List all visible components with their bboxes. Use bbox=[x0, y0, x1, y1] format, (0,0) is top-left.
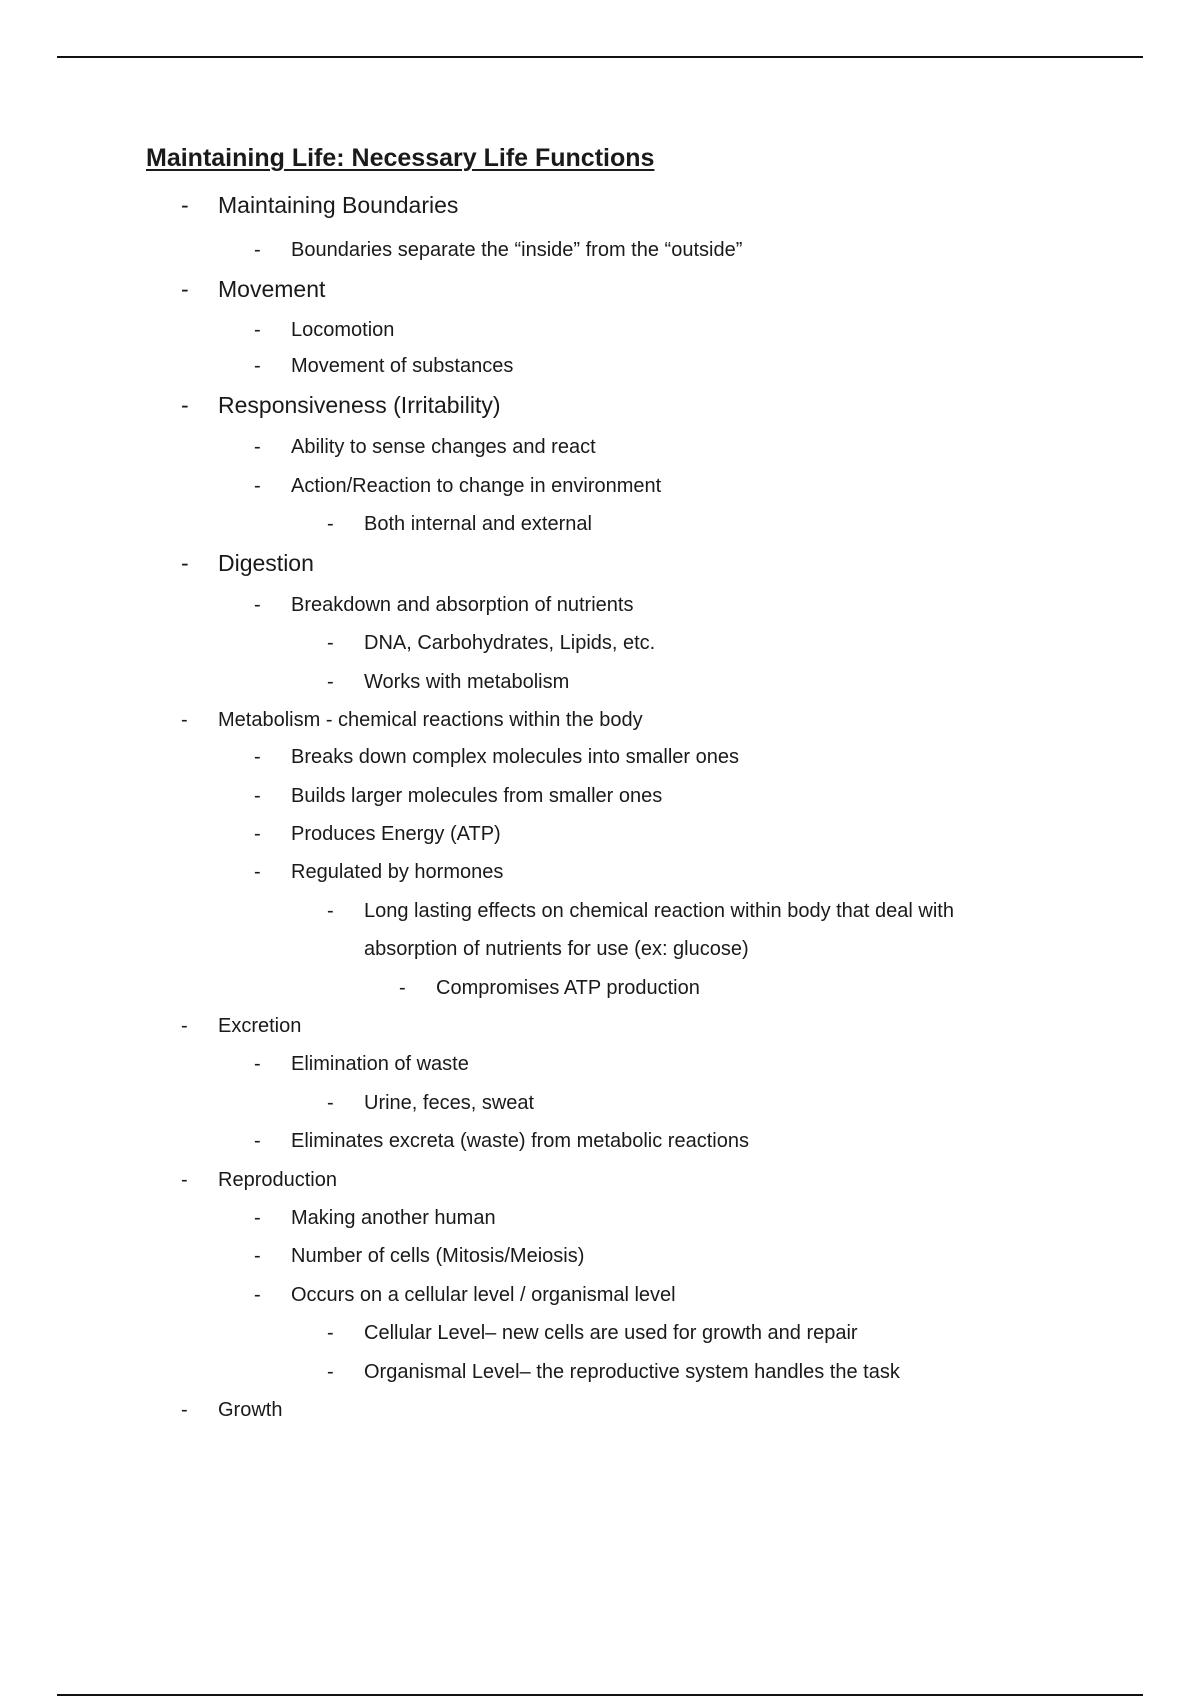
outline-item bbox=[254, 593, 634, 617]
outline-item bbox=[254, 1206, 496, 1230]
top-rule bbox=[57, 56, 1143, 58]
page-title: Maintaining Life: Necessary Life Functions bbox=[146, 144, 655, 172]
outline-text: Builds larger molecules from smaller ones bbox=[291, 785, 663, 807]
outline-text: Ability to sense changes and react bbox=[291, 436, 596, 458]
outline-item bbox=[327, 670, 570, 694]
outline-text: Metabolism - chemical reactions within the body bbox=[218, 709, 643, 731]
outline-text: Produces Energy (ATP) bbox=[291, 823, 501, 845]
bullet-dash: - bbox=[181, 392, 189, 418]
outline-text: Growth bbox=[218, 1399, 283, 1421]
outline-text: Breaks down complex molecules into smaller ones bbox=[291, 746, 739, 768]
outline-item bbox=[181, 1398, 283, 1422]
outline-item bbox=[181, 708, 643, 732]
bullet-dash: - bbox=[254, 1245, 261, 1267]
outline-item bbox=[399, 976, 700, 1000]
bullet-dash: - bbox=[254, 436, 261, 458]
outline-item bbox=[327, 1091, 535, 1115]
bullet-dash: - bbox=[327, 900, 334, 922]
bottom-rule bbox=[57, 1694, 1143, 1696]
outline-item bbox=[181, 1168, 337, 1192]
outline-text: Breakdown and absorption of nutrients bbox=[291, 594, 634, 616]
outline-text: Maintaining Boundaries bbox=[218, 192, 459, 218]
outline-item bbox=[327, 1321, 858, 1345]
bullet-dash: - bbox=[181, 276, 189, 302]
bullet-dash: - bbox=[327, 671, 334, 693]
bullet-dash: - bbox=[327, 513, 334, 535]
outline-text: Number of cells (Mitosis/Meiosis) bbox=[291, 1245, 585, 1267]
bullet-dash: - bbox=[254, 1053, 261, 1075]
outline-item bbox=[254, 474, 662, 498]
outline-item bbox=[254, 318, 395, 342]
outline-item bbox=[327, 512, 592, 536]
outline-item bbox=[327, 1360, 900, 1384]
outline-item bbox=[254, 354, 514, 378]
outline-text: absorption of nutrients for use (ex: glucose) bbox=[364, 938, 749, 960]
outline-item bbox=[254, 1283, 676, 1307]
bullet-dash: - bbox=[181, 550, 189, 576]
outline-text: Responsiveness (Irritability) bbox=[218, 392, 501, 418]
outline-text: Movement bbox=[218, 276, 326, 302]
bullet-dash: - bbox=[327, 632, 334, 654]
outline-text: DNA, Carbohydrates, Lipids, etc. bbox=[364, 632, 656, 654]
outline-item bbox=[254, 1244, 585, 1268]
outline-text: Occurs on a cellular level / organismal level bbox=[291, 1284, 676, 1306]
outline-text: Reproduction bbox=[218, 1169, 337, 1191]
outline-item bbox=[254, 822, 501, 846]
bullet-dash: - bbox=[327, 1092, 334, 1114]
bullet-dash: - bbox=[254, 239, 261, 261]
outline-text: Elimination of waste bbox=[291, 1053, 469, 1075]
bullet-dash: - bbox=[254, 746, 261, 768]
outline-text: Urine, feces, sweat bbox=[364, 1092, 535, 1114]
outline-text: Making another human bbox=[291, 1207, 496, 1229]
bullet-dash: - bbox=[327, 1322, 334, 1344]
outline-item bbox=[254, 745, 739, 769]
outline-text: Action/Reaction to change in environment bbox=[291, 475, 662, 497]
outline-text: Movement of substances bbox=[291, 355, 514, 377]
bullet-dash: - bbox=[254, 319, 261, 341]
outline-continuation bbox=[364, 937, 749, 961]
bullet-dash: - bbox=[254, 1284, 261, 1306]
bullet-dash: - bbox=[254, 785, 261, 807]
bullet-dash: - bbox=[254, 355, 261, 377]
outline-item bbox=[327, 899, 954, 923]
bullet-dash: - bbox=[181, 1399, 188, 1421]
outline-item bbox=[181, 276, 326, 302]
outline-item bbox=[254, 1129, 749, 1153]
bullet-dash: - bbox=[254, 594, 261, 616]
bullet-dash: - bbox=[254, 823, 261, 845]
outline-text: Eliminates excreta (waste) from metabolic reactions bbox=[291, 1130, 749, 1152]
outline-item bbox=[254, 435, 596, 459]
outline-item bbox=[181, 392, 501, 418]
bullet-dash: - bbox=[254, 861, 261, 883]
bullet-dash: - bbox=[181, 1015, 188, 1037]
outline-item bbox=[181, 192, 459, 218]
bullet-dash: - bbox=[254, 1130, 261, 1152]
outline-item bbox=[254, 784, 663, 808]
outline-text: Excretion bbox=[218, 1015, 302, 1037]
outline-item bbox=[181, 550, 314, 576]
outline-item bbox=[254, 1052, 469, 1076]
bullet-dash: - bbox=[254, 1207, 261, 1229]
bullet-dash: - bbox=[181, 709, 188, 731]
bullet-dash: - bbox=[181, 1169, 188, 1191]
outline-text: Cellular Level– new cells are used for growth and repair bbox=[364, 1322, 858, 1344]
outline-text: Boundaries separate the “inside” from the “outside” bbox=[291, 239, 743, 261]
bullet-dash: - bbox=[254, 475, 261, 497]
outline-item bbox=[254, 860, 504, 884]
bullet-dash: - bbox=[399, 977, 406, 999]
bullet-dash: - bbox=[327, 1361, 334, 1383]
outline-item bbox=[254, 238, 743, 262]
outline-text: Both internal and external bbox=[364, 513, 592, 535]
outline-text: Regulated by hormones bbox=[291, 861, 504, 883]
outline-text: Locomotion bbox=[291, 319, 395, 341]
outline-text: Works with metabolism bbox=[364, 671, 570, 693]
outline-text: Organismal Level– the reproductive system handles the task bbox=[364, 1361, 900, 1383]
outline-text: Long lasting effects on chemical reaction within body that deal with bbox=[364, 900, 954, 922]
outline-item bbox=[327, 631, 656, 655]
outline-text: Compromises ATP production bbox=[436, 977, 700, 999]
outline-text: Digestion bbox=[218, 550, 314, 576]
outline-item bbox=[181, 1014, 302, 1038]
bullet-dash: - bbox=[181, 192, 189, 218]
